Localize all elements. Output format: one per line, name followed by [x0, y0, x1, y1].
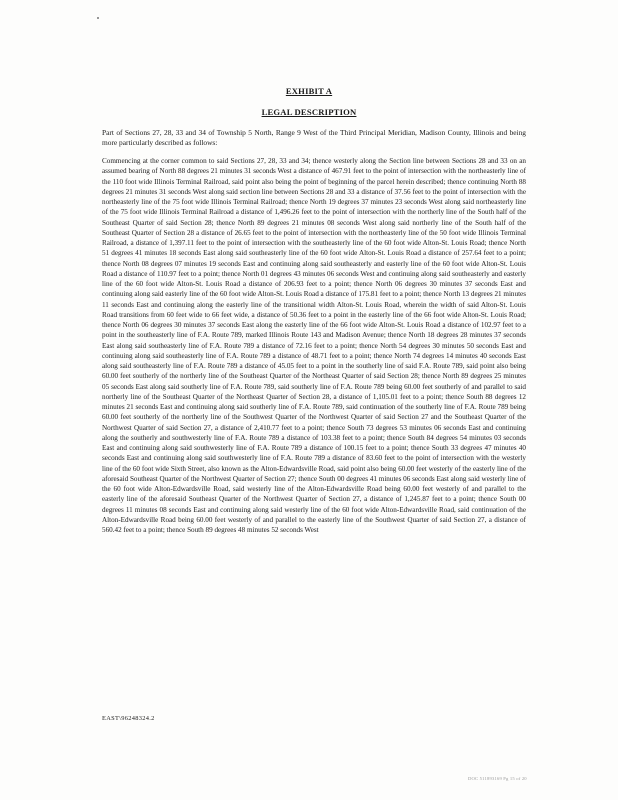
exhibit-label: EXHIBIT A	[285, 86, 333, 96]
recording-stamp: DOC 511893169 Pg 15 of 20	[468, 776, 527, 781]
document-id: EAST\96248324.2	[102, 715, 155, 722]
scan-speck	[97, 17, 99, 19]
legal-description-paragraph: Commencing at the corner common to said Sections 27, 28, 33 and 34; thence westerly along the Section line between Sections 28 and 33 on an assumed bearing of North 88 degrees 21 minutes 31 seconds West a distance of 467.91 feet to the point of intersection with the northeasterly line of the 110 foot wide Illinois Terminal Railroad, said point also being the point of beginning of the parcel herein described; thence continuing North 88 degrees 21 minutes 31 seconds West along said section line between Sections 28 and 33 a distance of 37.56 feet to the point of intersection with the northeasterly line of the 75 foot wide Illinois Terminal Railroad; thence North 19 degrees 37 minutes 23 seconds West along said northeasterly line of the 75 foot wide Illinois Terminal Railroad a distance of 1,496.26 feet to the point of intersection with the northerly line of the South half of the Southeast Quarter of said Section 28; thence North 89 degrees 21 minutes 08 seconds West along said northerly line of the South half of the Southeast Quarter of Section 28 a distance of 26.65 feet to the point of intersection with the northeasterly line of the 50 foot wide Illinois Terminal Railroad, a distance of 1,397.11 feet to the point of intersection with the southeasterly line of the 60 foot wide Alton-St. Louis Road; thence North 51 degrees 41 minutes 18 seconds East along said southeasterly line of the 60 foot wide Alton-St. Louis Road a distance of 257.64 feet to a point; thence North 08 degrees 07 minutes 19 seconds East and continuing along said southeasterly and easterly line of the 60 foot wide Alton-St. Louis Road a distance of 110.97 feet to a point; thence North 01 degrees 43 minutes 06 seconds West and continuing along said southeasterly and easterly line of the 60 foot wide Alton-St. Louis Road a distance of 206.93 feet to a point; thence North 06 degrees 30 minutes 37 seconds East and continuing along said easterly line of the 60 foot wide Alton-St. Louis Road a distance of 175.81 feet to a point; thence North 13 degrees 21 minutes 11 seconds East and continuing along the easterly line of the transitional width Alton-St. Louis Road, wherein the width of said Alton-St. Louis Road transitions from 60 feet wide to 66 feet wide, a distance of 50.36 feet to a point in the easterly line of the 66 foot wide Alton-St. Louis Road; thence North 06 degrees 30 minutes 37 seconds East along the easterly line of the 66 foot wide Alton-St. Louis Road a distance of 102.97 feet to a point in the southeasterly line of F.A. Route 789, marked Illinois Route 143 and Madison Avenue; thence North 18 degrees 28 minutes 37 seconds East along said southeasterly line of F.A. Route 789 a distance of 72.16 feet to a point; thence North 54 degrees 30 minutes 50 seconds East and continuing along said southeasterly line of F.A. Route 789 a distance of 48.71 feet to a point; thence North 74 degrees 14 minutes 40 seconds East along said southeasterly line of F.A. Route 789 a distance of 45.05 feet to a point in the southerly line of said F.A. Route 789, said point also being 60.00 feet southerly of the northerly line of the Southeast Quarter of the Northeast Quarter of said Section 28; thence North 89 degrees 25 minutes 05 seconds East along said southerly line of F.A. Route 789, said southerly line of F.A. Route 789 being 60.00 feet southerly of and parallel to said northerly line of the Southeast Quarter of the Northeast Quarter of Section 28, a distance of 1,105.01 feet to a point; thence South 88 degrees 12 minutes 21 seconds East and continuing along said southerly line of F.A. Route 789, said continuation of the southerly line of F.A. Route 789 being 60.00 feet southerly of the northerly line of the Southwest Quarter of the Northwest Quarter of said Section 27 and the Southeast Quarter of the Northwest Quarter of said Section 27, a distance of 2,410.77 feet to a point; thence South 73 degrees 53 minutes 06 seconds East and continuing along the southerly and southwesterly line of F.A. Route 789 a distance of 103.38 feet to a point; thence South 84 degrees 54 minutes 03 seconds East and continuing along said southwesterly line of F.A. Route 789 a distance of 100.15 feet to a point; thence South 33 degrees 47 minutes 40 seconds East and continuing along said southwesterly line of F.A. Route 789 a distance of 83.60 feet to the point of intersection with the westerly line of the 60 foot wide Sixth Street, also known as the Alton-Edwardsville Road, said point also being 60.00 feet westerly of the easterly line of the aforesaid Southeast Quarter of the Northwest Quarter of Section 27; thence South 00 degrees 41 minutes 06 seconds East along said westerly line of the 60 foot wide Alton-Edwardsville Road, said westerly line of the Alton-Edwardsville Road being 60.00 feet westerly of and parallel to the easterly line of the aforesaid Southeast Quarter of the Northwest Quarter of Section 27, a distance of 1,245.87 feet to a point; thence South 00 degrees 11 minutes 08 seconds East and continuing along said westerly line of the 60 foot wide Alton-Edwardsville Road, said continuation of the Alton-Edwardsville Road being 60.00 feet westerly of and parallel to the easterly line of the Southwest Quarter of said Section 27, a distance of 560.42 feet to a point; thence South 89 degrees 48 minutes 52 seconds West	[102, 157, 526, 534]
intro-paragraph: Part of Sections 27, 28, 33 and 34 of Township 5 North, Range 9 West of the Third Principal Meridian, Madison County, Illinois and being more particularly described as follows:	[102, 128, 526, 148]
section-heading: LEGAL DESCRIPTION	[261, 107, 357, 117]
